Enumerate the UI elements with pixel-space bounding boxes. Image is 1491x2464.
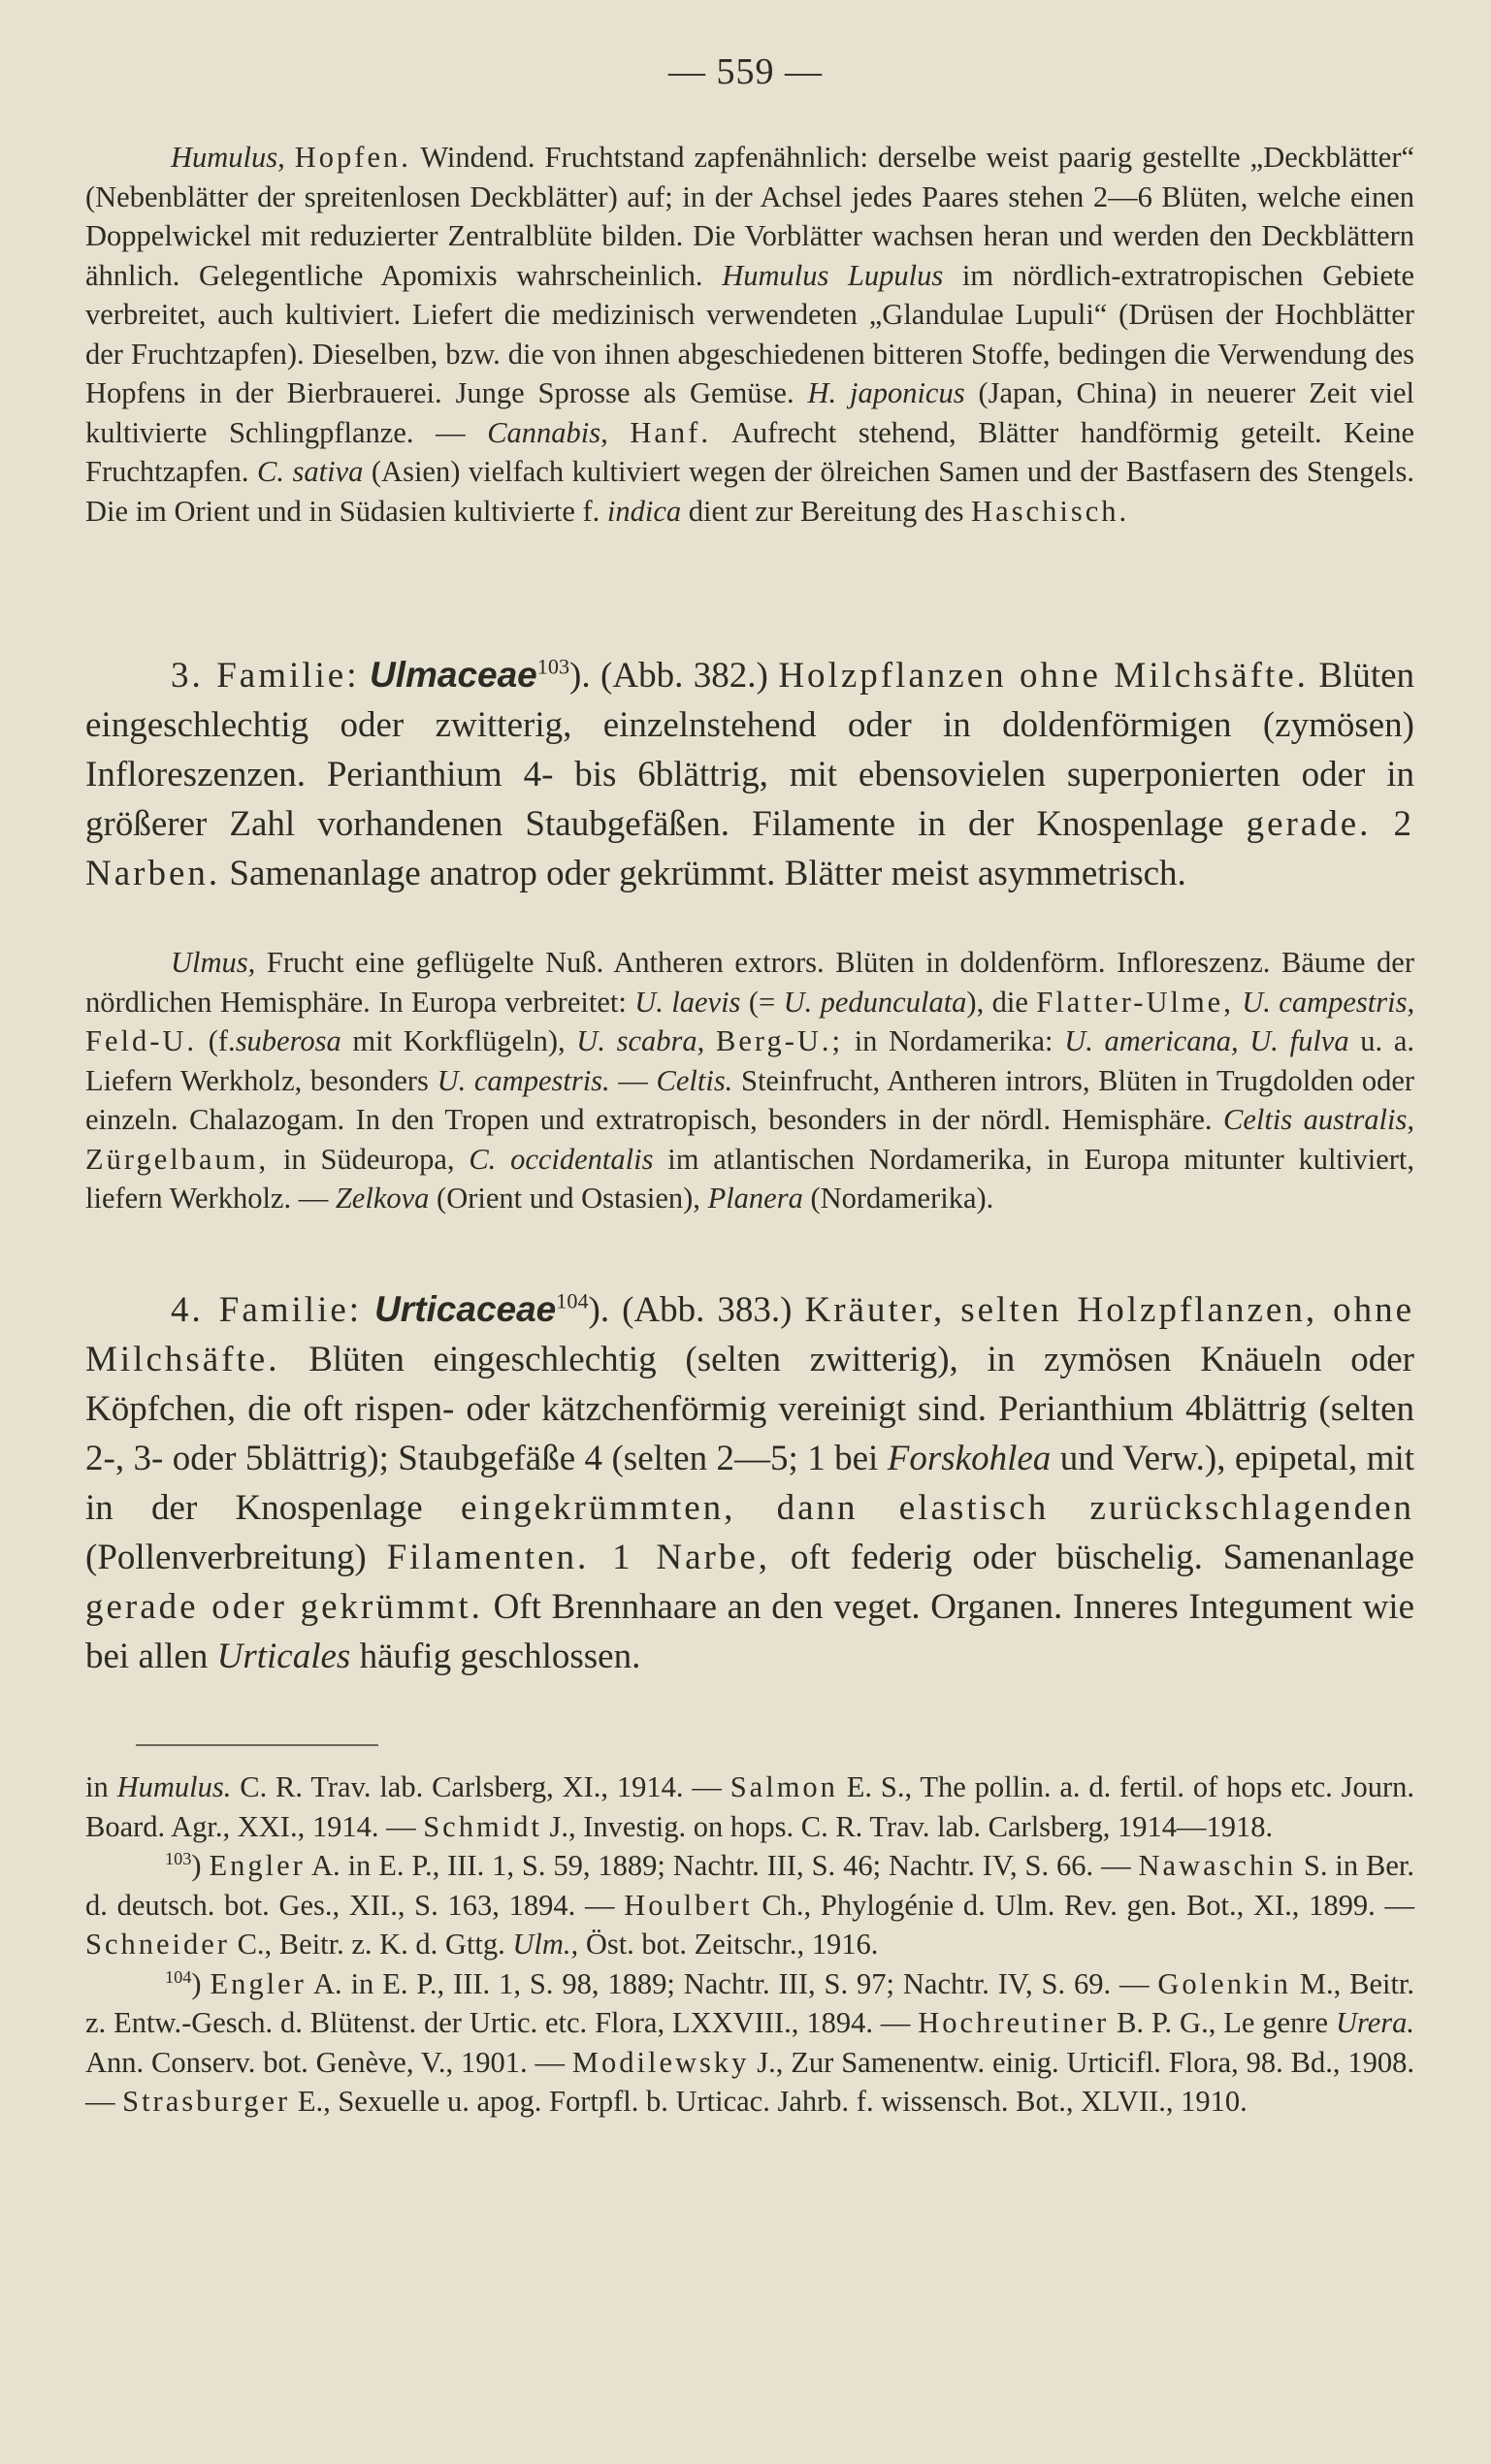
ulmus-dash: — <box>618 1063 648 1097</box>
urticaceae-text-1: ). (Abb. 383.) <box>588 1290 793 1330</box>
ulmus-text-4: (f. <box>208 1024 236 1057</box>
fn-103-text-6: Öst. bot. Zeitschr., 1916. <box>585 1928 879 1961</box>
fn-104-text-2: A. in E. P., III. 1, S. 98, 1889; Nachtr. III, S. 97; Nachtr. IV, S. 69. — <box>313 1966 1150 2000</box>
urticaceae-text-7: häufig geschlossen. <box>359 1637 641 1676</box>
footnotes <box>85 1767 1414 2122</box>
urticaceae-text-2: Blüten eingeschlechtig (selten zwitterig), in zymösen Knäueln oder Köpfchen, die oft rispen- oder kätzchenförmig vereinigt sind. Perianthium 4blättrig (selten 2-, 3- oder 5blättrig); Staubgefäße 4 (selten 2—5; 1 bei <box>85 1340 1414 1478</box>
ulmaceae-paragraph <box>85 650 1414 898</box>
fn-cont-text-1: in <box>85 1770 109 1803</box>
species-h-japonicus: H. japonicus <box>807 376 965 409</box>
urticaceae-text-4: (Pollenverbreitung) <box>85 1538 367 1577</box>
fn-104-author-engler: Engler <box>210 1966 307 2000</box>
footnote-ref-104: 104 <box>556 1288 589 1313</box>
ulmus-text-10: in Südeuropa, <box>282 1142 455 1176</box>
fn-103-text-3: S. in Ber. d. deutsch. bot. Ges., XII., S. 163, 1894. — <box>85 1849 1415 1922</box>
fn-103-author-engler: Engler <box>209 1849 306 1882</box>
ulmus-text-13: (Nordamerika). <box>810 1182 994 1215</box>
page-number: — 559 — <box>668 51 823 92</box>
genus-planera: Planera <box>707 1182 803 1215</box>
fn-103-author-nawaschin: Nawaschin <box>1138 1849 1296 1882</box>
urticaceae-paragraph <box>85 1284 1414 1681</box>
species-humulus-lupulus: Humulus Lupulus <box>722 258 944 292</box>
genus-celtis: Celtis. <box>656 1063 733 1097</box>
fn-author-salmon: Salmon <box>729 1770 838 1803</box>
species-u-laevis: U. laevis <box>634 985 741 1019</box>
family-label-4: 4. Familie: <box>171 1290 363 1330</box>
common-name-flatter-ulme: Flatter-Ulme, <box>1036 985 1234 1019</box>
order-urticales: Urticales <box>216 1637 351 1676</box>
species-u-campestris: U. campestris, <box>1242 985 1415 1019</box>
common-name-zuergelbaum: Zürgelbaum, <box>85 1142 270 1176</box>
genus-forskohlea: Forskohlea <box>887 1439 1052 1478</box>
ulmus-text-3: ), die <box>966 985 1028 1019</box>
fn-104-text-4: B. P. G., Le genre <box>1117 2006 1329 2039</box>
fn-104-number: 104 <box>165 1966 192 1987</box>
species-u-campestris-2: U. campestris. <box>437 1063 610 1097</box>
ulmus-text-7: u. a. Liefern Werkholz, besonders <box>85 1024 1415 1097</box>
common-name-feld-u: Feld-U. <box>85 1024 198 1057</box>
species-c-sativa: C. sativa <box>257 455 364 488</box>
fn-cont-text-4: J., Investig. on hops. C. R. Trav. lab. Carlsberg, 1914—1918. <box>549 1809 1274 1843</box>
humulus-text-2: im nördlich-extratropischen Gebiete verbreitet, auch kultiviert. Liefert die medizinisch verwendeten „Glandulae Lupuli“ (Drüsen der Hochblätter der Fruchtzapfen). Dieselben, bzw. die von ihnen abgeschiedenen bitteren Stoffe, bedingen die Verwendung des Hopfens in der Bierbrauerei. Junge Sprosse als Gemüse. <box>85 258 1415 409</box>
urticaceae-text-6: Oft Brennhaare an den veget. Organen. Inneres Integument wie bei allen <box>85 1587 1414 1676</box>
species-u-scabra: U. scabra, <box>576 1024 705 1057</box>
genus-cannabis: Cannabis, <box>487 415 608 449</box>
humulus-text-1: Windend. Fruchtstand zapfenähnlich: derselbe weist paarig gestellte „Deckblätter“ (Nebenblätter der spreitenlosen Deckblätter) auf; in der Achsel jedes Paares stehen 2—6 Blüten, welche einen Doppelwickel mit reduzierter Zentralblüte bilden. Die Vorblätter wachsen heran und werden den Deckblättern ähnlich. Gelegentliche Apomixis wahrscheinlich. <box>85 141 1415 292</box>
fn-103-author-houlbert: Houlbert <box>624 1888 753 1922</box>
form-indica: indica <box>606 494 682 528</box>
genus-ulmus: Ulmus, <box>171 946 256 979</box>
fn-cont-genus: Humulus. <box>116 1770 232 1803</box>
ulmus-text-9: Steinfrucht, Antheren intrors, Blüten in Trugdolden oder einzeln. Chalazogam. In den Tropen und extratropisch, besonders in der nördl. Hemisphäre. <box>85 1063 1415 1136</box>
urticaceae-emphasis-4: gerade oder gekrümmt. <box>85 1587 483 1627</box>
humulus-text-6: dient zur Bereitung des <box>688 494 964 528</box>
genus-zelkova: Zelkova <box>335 1182 430 1215</box>
footnote-104 <box>85 1964 1414 2122</box>
ulmaceae-text-2: Blüten eingeschlechtig oder zwitterig, einzelnstehend oder in doldenförmigen (zymösen) Infloreszenzen. Perianthium 4- bis 6blättrig, mit ebensovielen superponierten oder in größerer Zahl vorhandenen Staubgefäßen. Filamente in der Knospenlage <box>85 656 1415 844</box>
ulmaceae-emphasis-1: Holzpflanzen ohne Milchsäfte. <box>778 656 1309 696</box>
footnote-103 <box>85 1846 1414 1964</box>
ulmus-text-1: Frucht eine geflügelte Nuß. Antheren extrors. Blüten in doldenförm. Infloreszenz. Bäume der nördlichen Hemisphäre. In Europa verbreitet: <box>85 946 1414 1019</box>
fn-104-text-5: Ann. Conserv. bot. Genève, V., 1901. — <box>85 2045 566 2079</box>
humulus-paragraph <box>85 138 1414 531</box>
ulmus-text-5: mit Korkflügeln), <box>352 1024 566 1057</box>
urticaceae-text-3: und Verw.), epipetal, mit in der Knospenlage <box>85 1439 1415 1528</box>
fn-cont-text-3: E. S., The pollin. a. d. fertil. of hops etc. Journ. Board. Agr., XXI., 1914. — <box>85 1770 1415 1843</box>
family-name-urticaceae: Urticaceae <box>374 1289 557 1329</box>
genus-humulus: Humulus, <box>171 141 285 174</box>
fn-103-text-4: Ch., Phylogénie d. Ulm. Rev. gen. Bot., XI., 1899. — <box>762 1888 1415 1922</box>
humulus-text-3: (Japan, China) in neuerer Zeit viel kultivierte Schlingpflanze. — <box>85 376 1415 449</box>
fn-author-schmidt: Schmidt <box>423 1809 542 1843</box>
urticaceae-emphasis-1: Kräuter, selten Holzpflanzen, ohne Milchsäfte. <box>85 1290 1415 1379</box>
footnote-ref-103: 103 <box>536 654 570 679</box>
species-americana-fulva: U. americana, U. fulva <box>1064 1024 1349 1057</box>
ulmaceae-text-1: ). (Abb. 382.) <box>569 656 768 696</box>
fn-103-text-2: A. in E. P., III. 1, S. 59, 1889; Nachtr. III, S. 46; Nachtr. IV, S. 66. — <box>311 1849 1131 1882</box>
fn-104-text-3: M., Beitr. z. Entw.-Gesch. d. Blütenst. der Urtic. etc. Flora, LXXVIII., 1894. — <box>85 1966 1415 2039</box>
fn-104-paren: ) <box>191 1966 202 2000</box>
species-c-occidentalis: C. occidentalis <box>469 1142 654 1176</box>
fn-104-author-modilewsky: Modilewsky <box>571 2045 750 2079</box>
fn-104-genus: Urera. <box>1335 2006 1414 2039</box>
family-name-ulmaceae: Ulmaceae <box>369 655 537 695</box>
common-name-hanf: Hanf. <box>630 415 711 449</box>
fn-103-paren: ) <box>191 1849 202 1882</box>
ulmus-text-2: (= <box>748 985 776 1019</box>
fn-104-author-hochreutiner: Hochreutiner <box>918 2006 1110 2039</box>
fn-104-text-7: E., Sexuelle u. apog. Fortpfl. b. Urticac. Jahrb. f. wissensch. Bot., XLVII., 1910. <box>297 2085 1248 2118</box>
common-name-hopfen: Hopfen. <box>294 141 411 174</box>
ulmus-paragraph <box>85 943 1414 1218</box>
fn-103-number: 103 <box>165 1848 192 1868</box>
family-label-3: 3. Familie: <box>171 656 360 696</box>
form-suberosa: suberosa <box>235 1024 341 1057</box>
footnote-divider <box>136 1744 378 1746</box>
species-celtis-australis: Celtis australis, <box>1223 1103 1415 1136</box>
fn-103-author-schneider: Schneider <box>85 1928 230 1961</box>
humulus-text-4: Aufrecht stehend, Blätter handförmig geteilt. Keine Fruchtzapfen. <box>85 415 1414 488</box>
fn-104-author-golenkin: Golenkin <box>1157 1966 1291 2000</box>
fn-103-genus: Ulm., <box>512 1928 579 1961</box>
ulmaceae-emphasis-3: 2 Narben. <box>85 804 1414 893</box>
common-name-haschisch: Haschisch. <box>971 494 1130 528</box>
fn-cont-text-2: C. R. Trav. lab. Carlsberg, XI., 1914. — <box>240 1770 722 1803</box>
ulmaceae-emphasis-2: gerade. <box>1246 804 1372 844</box>
ulmus-text-6: in Nordamerika: <box>854 1024 1053 1057</box>
ulmus-text-12: (Orient und Ostasien), <box>437 1182 700 1215</box>
common-name-berg-u: Berg-U.; <box>715 1024 844 1057</box>
ulmaceae-text-3: Samenanlage anatrop oder gekrümmt. Blätter meist asymmetrisch. <box>229 854 1186 893</box>
fn-104-author-strasburger: Strasburger <box>122 2085 291 2118</box>
urticaceae-emphasis-2: eingekrümmten, dann elastisch zurückschlagenden <box>460 1488 1414 1528</box>
ulmus-text-11: im atlantischen Nordamerika, in Europa mitunter kultiviert, liefern Werkholz. — <box>85 1142 1414 1215</box>
species-u-pedunculata: U. pedunculata <box>783 985 967 1019</box>
fn-103-text-5: C., Beitr. z. K. d. Gttg. <box>237 1928 505 1961</box>
urticaceae-emphasis-3: Filamenten. 1 Narbe, <box>386 1538 771 1577</box>
humulus-text-5: (Asien) vielfach kultiviert wegen der ölreichen Samen und der Bastfasern des Stengels. Die im Orient und in Südasien kultivierte f. <box>85 455 1415 528</box>
urticaceae-text-5: oft federig oder büschelig. Samenanlage <box>790 1538 1414 1577</box>
footnote-continuation <box>85 1767 1414 1846</box>
fn-104-text-6: J., Zur Samenentw. einig. Urticifl. Flora, 98. Bd., 1908. — <box>85 2045 1415 2118</box>
